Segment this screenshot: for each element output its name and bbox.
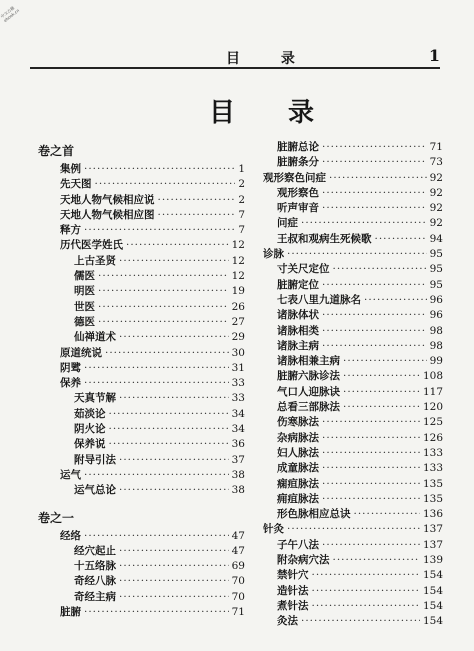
dot-leader bbox=[322, 461, 420, 476]
toc-entry-page: 135 bbox=[422, 477, 443, 490]
dot-leader bbox=[119, 483, 229, 498]
dot-leader bbox=[322, 492, 420, 507]
header-page-number: 1 bbox=[428, 46, 440, 65]
toc-entry-page: 27 bbox=[231, 315, 245, 328]
toc-entry-title: 气口人迎脉诀 bbox=[277, 385, 340, 398]
toc-entry-page: 92 bbox=[429, 217, 443, 230]
dot-leader bbox=[322, 339, 427, 354]
toc-entry[interactable] bbox=[263, 431, 443, 446]
dot-leader bbox=[343, 354, 427, 369]
toc-entry-title: 子午八法 bbox=[277, 538, 319, 551]
toc-entry-title: 脏腑六脉诊法 bbox=[277, 370, 340, 383]
toc-entry-page: 37 bbox=[231, 453, 245, 466]
dot-leader bbox=[364, 293, 427, 308]
toc-entry-title: 十五络脉 bbox=[74, 560, 116, 573]
dot-leader bbox=[119, 574, 229, 589]
toc-entry-page: 154 bbox=[422, 599, 443, 612]
toc-entry-title: 诊脉 bbox=[263, 248, 284, 261]
toc-entry-title: 痈疽脉法 bbox=[277, 492, 319, 505]
toc-entry-page: 34 bbox=[231, 407, 245, 420]
dot-leader bbox=[84, 162, 235, 177]
toc-entry-page: 133 bbox=[422, 462, 443, 475]
toc-entry[interactable] bbox=[60, 437, 245, 452]
toc-entry-title: 脏腑定位 bbox=[277, 278, 319, 291]
toc-entry-title: 奇经主病 bbox=[74, 590, 116, 603]
toc-entry[interactable] bbox=[263, 599, 443, 614]
toc-entry-page: 7 bbox=[238, 208, 245, 221]
toc-entry-page: 99 bbox=[429, 355, 443, 368]
toc-entry[interactable] bbox=[60, 223, 245, 238]
toc-entry[interactable] bbox=[263, 216, 443, 231]
toc-entry-page: 7 bbox=[238, 224, 245, 237]
toc-entry-page: 95 bbox=[429, 263, 443, 276]
dot-leader bbox=[287, 247, 427, 262]
toc-entry[interactable] bbox=[263, 522, 443, 537]
dot-leader bbox=[158, 193, 236, 208]
running-header bbox=[30, 44, 440, 66]
toc-entry[interactable] bbox=[60, 605, 245, 620]
toc-entry-title: 脏腑 bbox=[60, 606, 81, 619]
toc-entry[interactable] bbox=[60, 346, 245, 361]
toc-entry[interactable] bbox=[60, 483, 245, 498]
toc-entry[interactable] bbox=[263, 385, 443, 400]
toc-entry-title: 保养 bbox=[60, 377, 81, 390]
toc-entry-title: 问症 bbox=[277, 217, 298, 230]
toc-entry-title: 奇经八脉 bbox=[74, 575, 116, 588]
toc-entry-page: 69 bbox=[231, 560, 245, 573]
dot-leader bbox=[301, 614, 420, 629]
toc-entry[interactable] bbox=[60, 177, 245, 192]
toc-entry-title: 保养说 bbox=[74, 438, 106, 451]
dot-leader bbox=[343, 369, 420, 384]
toc-entry[interactable] bbox=[60, 559, 245, 574]
toc-entry-page: 70 bbox=[231, 590, 245, 603]
toc-entry-page: 120 bbox=[422, 401, 443, 414]
page-title: 目 录 bbox=[209, 98, 337, 128]
dot-leader bbox=[329, 171, 427, 186]
toc-entry-page: 154 bbox=[422, 569, 443, 582]
toc-entry-page: 47 bbox=[231, 529, 245, 542]
toc-entry[interactable] bbox=[60, 574, 245, 589]
toc-entry-page: 47 bbox=[231, 544, 245, 557]
dot-leader bbox=[84, 376, 229, 391]
toc-entry[interactable] bbox=[263, 400, 443, 415]
header-title: 目 录 bbox=[226, 51, 313, 67]
toc-entry-title: 运气总论 bbox=[74, 484, 116, 497]
dot-leader bbox=[84, 468, 229, 483]
toc-entry-page: 137 bbox=[422, 538, 443, 551]
dot-leader bbox=[109, 437, 229, 452]
toc-entry-title: 历代医学姓氏 bbox=[60, 239, 123, 252]
dot-leader bbox=[322, 155, 427, 170]
toc-entry-title: 茹淡论 bbox=[74, 407, 106, 420]
toc-entry-page: 92 bbox=[429, 202, 443, 215]
toc-entry-title: 造针法 bbox=[277, 584, 309, 597]
toc-entry-title: 阴骘 bbox=[60, 361, 81, 374]
toc-entry[interactable] bbox=[263, 461, 443, 476]
toc-entry[interactable] bbox=[263, 584, 443, 599]
dot-leader bbox=[119, 544, 229, 559]
section-heading: 卷之一 bbox=[38, 510, 75, 525]
toc-entry-title: 明医 bbox=[74, 285, 95, 298]
toc-entry-page: 108 bbox=[422, 370, 443, 383]
toc-entry[interactable] bbox=[263, 553, 443, 568]
toc-entry-page: 73 bbox=[429, 156, 443, 169]
toc-entry-title: 总看三部脉法 bbox=[277, 401, 340, 414]
toc-entry[interactable] bbox=[263, 278, 443, 293]
toc-entry-title: 痫疸脉法 bbox=[277, 477, 319, 490]
toc-entry-title: 原道统说 bbox=[60, 346, 102, 359]
toc-entry-title: 经络 bbox=[60, 529, 81, 542]
toc-entry-page: 33 bbox=[231, 377, 245, 390]
toc-entry-title: 寸关尺定位 bbox=[277, 263, 330, 276]
toc-entry-page: 96 bbox=[429, 293, 443, 306]
toc-entry-page: 117 bbox=[422, 385, 443, 398]
dot-leader bbox=[322, 446, 420, 461]
toc-entry-page: 98 bbox=[429, 339, 443, 352]
toc-entry-page: 2 bbox=[238, 193, 245, 206]
toc-entry-title: 禁针穴 bbox=[277, 569, 309, 582]
toc-entry-title: 阴火论 bbox=[74, 423, 106, 436]
dot-leader bbox=[322, 324, 427, 339]
dot-leader bbox=[333, 262, 427, 277]
toc-entry[interactable] bbox=[263, 614, 443, 629]
library-stamp: 中文古籍 ebook.cn bbox=[0, 5, 21, 23]
toc-entry[interactable] bbox=[263, 568, 443, 583]
toc-entry-title: 附杂病穴法 bbox=[277, 554, 330, 567]
dot-leader bbox=[105, 346, 229, 361]
dot-leader bbox=[312, 599, 420, 614]
toc-entry[interactable] bbox=[263, 354, 443, 369]
toc-entry[interactable] bbox=[263, 339, 443, 354]
toc-entry-title: 妇人脉法 bbox=[277, 446, 319, 459]
toc-entry-page: 95 bbox=[429, 248, 443, 261]
toc-entry-page: 71 bbox=[429, 141, 443, 153]
dot-leader bbox=[84, 605, 229, 620]
toc-entry[interactable] bbox=[263, 538, 443, 553]
dot-leader bbox=[322, 415, 420, 430]
toc-entry-page: 95 bbox=[429, 278, 443, 291]
toc-entry-title: 经穴起止 bbox=[74, 544, 116, 557]
toc-entry-page: 70 bbox=[231, 575, 245, 588]
dot-leader bbox=[119, 254, 229, 269]
toc-entry-title: 儒医 bbox=[74, 270, 95, 283]
toc-entry-title: 世医 bbox=[74, 300, 95, 313]
dot-leader bbox=[126, 238, 229, 253]
toc-entry[interactable] bbox=[60, 193, 245, 208]
toc-entry[interactable] bbox=[263, 232, 443, 247]
toc-entry[interactable] bbox=[263, 155, 443, 170]
toc-entry-title: 集例 bbox=[60, 163, 81, 175]
toc-entry-title: 诸脉主病 bbox=[277, 339, 319, 352]
toc-entry[interactable] bbox=[60, 361, 245, 376]
toc-entry-page: 29 bbox=[231, 331, 245, 344]
toc-entry-page: 135 bbox=[422, 492, 443, 505]
section-heading: 卷之首 bbox=[38, 144, 75, 158]
toc-entry-page: 38 bbox=[231, 468, 245, 481]
toc-entry-page: 154 bbox=[422, 584, 443, 597]
toc-entry-page: 126 bbox=[422, 431, 443, 444]
toc-entry[interactable] bbox=[263, 293, 443, 308]
toc-entry-page: 2 bbox=[238, 178, 245, 191]
toc-entry-title: 天地人物气候相应图 bbox=[60, 208, 155, 221]
toc-entry[interactable] bbox=[263, 415, 443, 430]
toc-entry-page: 154 bbox=[422, 615, 443, 628]
toc-entry-title: 王叔和观病生死候歌 bbox=[277, 232, 372, 245]
toc-entry-page: 12 bbox=[231, 239, 245, 252]
toc-entry-title: 释方 bbox=[60, 224, 81, 237]
dot-leader bbox=[301, 216, 427, 231]
toc-entry[interactable] bbox=[263, 446, 443, 461]
toc-entry-page: 136 bbox=[422, 508, 443, 521]
dot-leader bbox=[119, 559, 229, 574]
toc-entry[interactable] bbox=[60, 254, 245, 269]
dot-leader bbox=[322, 140, 427, 155]
toc-entry-page: 12 bbox=[231, 254, 245, 267]
dot-leader bbox=[322, 431, 420, 446]
dot-leader bbox=[287, 522, 420, 537]
dot-leader bbox=[322, 308, 427, 323]
toc-entry-page: 30 bbox=[231, 346, 245, 359]
toc-entry[interactable] bbox=[60, 376, 245, 391]
dot-leader bbox=[322, 538, 420, 553]
dot-leader bbox=[375, 232, 427, 247]
toc-entry-page: 137 bbox=[422, 523, 443, 536]
toc-entry[interactable] bbox=[263, 369, 443, 384]
dot-leader bbox=[109, 407, 229, 422]
dot-leader bbox=[322, 186, 427, 201]
toc-entry-title: 脏腑总论 bbox=[277, 141, 319, 153]
toc-entry-page: 31 bbox=[231, 361, 245, 374]
toc-entry[interactable] bbox=[60, 453, 245, 468]
toc-entry-title: 诸脉相类 bbox=[277, 324, 319, 337]
toc-entry[interactable] bbox=[263, 477, 443, 492]
toc-entry[interactable] bbox=[60, 468, 245, 483]
dot-leader bbox=[98, 269, 229, 284]
toc-entry-title: 脏腑条分 bbox=[277, 156, 319, 169]
toc-entry[interactable] bbox=[60, 238, 245, 253]
toc-entry[interactable] bbox=[60, 391, 245, 406]
toc-entry-page: 36 bbox=[231, 438, 245, 451]
toc-entry-title: 仙禅道术 bbox=[74, 331, 116, 344]
toc-entry[interactable] bbox=[60, 330, 245, 345]
toc-entry-title: 灸法 bbox=[277, 615, 298, 628]
dot-leader bbox=[119, 330, 229, 345]
dot-leader bbox=[84, 529, 229, 544]
toc-entry[interactable] bbox=[60, 284, 245, 299]
toc-entry[interactable] bbox=[60, 208, 245, 223]
toc-entry[interactable] bbox=[60, 544, 245, 559]
toc-entry[interactable] bbox=[263, 186, 443, 201]
dot-leader bbox=[158, 208, 236, 223]
dot-leader bbox=[322, 477, 420, 492]
toc-entry[interactable] bbox=[60, 407, 245, 422]
toc-entry[interactable] bbox=[263, 492, 443, 507]
toc-entry-page: 71 bbox=[231, 606, 245, 619]
toc-entry-title: 德医 bbox=[74, 315, 95, 328]
toc-entry-title: 听声审音 bbox=[277, 202, 319, 215]
toc-entry-title: 煮针法 bbox=[277, 599, 309, 612]
toc-entry-title: 针灸 bbox=[263, 523, 284, 536]
toc-entry-page: 133 bbox=[422, 446, 443, 459]
toc-entry-page: 92 bbox=[429, 171, 443, 184]
toc-right-column bbox=[263, 140, 443, 630]
header-rule bbox=[30, 67, 440, 69]
dot-leader bbox=[354, 507, 420, 522]
dot-leader bbox=[322, 278, 427, 293]
toc-entry[interactable] bbox=[263, 507, 443, 522]
toc-entry-page: 38 bbox=[231, 484, 245, 497]
toc-entry[interactable] bbox=[263, 247, 443, 262]
toc-entry-page: 1 bbox=[238, 163, 245, 175]
dot-leader bbox=[98, 300, 229, 315]
toc-entry[interactable] bbox=[60, 590, 245, 605]
toc-left-column bbox=[38, 140, 245, 620]
dot-leader bbox=[343, 400, 420, 415]
dot-leader bbox=[312, 584, 420, 599]
dot-leader bbox=[84, 223, 235, 238]
toc-entry-title: 天地人物气候相应说 bbox=[60, 193, 155, 206]
toc-entry-title: 诸脉体状 bbox=[277, 309, 319, 322]
dot-leader bbox=[119, 391, 229, 406]
toc-entry-title: 运气 bbox=[60, 468, 81, 481]
toc-entry[interactable] bbox=[263, 201, 443, 216]
dot-leader bbox=[322, 201, 427, 216]
toc-entry-title: 附导引法 bbox=[74, 453, 116, 466]
toc-entry[interactable] bbox=[263, 308, 443, 323]
toc-entry[interactable] bbox=[60, 315, 245, 330]
dot-leader bbox=[312, 568, 420, 583]
toc-entry[interactable] bbox=[263, 262, 443, 277]
toc-entry-page: 26 bbox=[231, 300, 245, 313]
toc-entry-page: 34 bbox=[231, 423, 245, 436]
toc-entry[interactable] bbox=[263, 171, 443, 186]
toc-entry-page: 19 bbox=[231, 285, 245, 298]
toc-entry-title: 形色脉相应总诀 bbox=[277, 508, 351, 521]
toc-entry-title: 成童脉法 bbox=[277, 462, 319, 475]
toc-entry-title: 观形察色问症 bbox=[263, 171, 326, 184]
toc-entry[interactable] bbox=[60, 300, 245, 315]
toc-entry[interactable] bbox=[60, 162, 245, 177]
toc-entry-page: 33 bbox=[231, 392, 245, 405]
toc-entry-page: 92 bbox=[429, 186, 443, 199]
toc-entry-title: 天真节解 bbox=[74, 392, 116, 405]
toc-entry-title: 七表八里九道脉名 bbox=[277, 293, 361, 306]
toc-entry-page: 139 bbox=[422, 554, 443, 567]
dot-leader bbox=[98, 315, 229, 330]
toc-entry[interactable] bbox=[60, 422, 245, 437]
toc-entry-title: 杂病脉法 bbox=[277, 431, 319, 444]
toc-entry-page: 125 bbox=[422, 416, 443, 429]
dot-leader bbox=[119, 590, 229, 605]
dot-leader bbox=[119, 453, 229, 468]
toc-entry-page: 98 bbox=[429, 324, 443, 337]
toc-entry-title: 诸脉相兼主病 bbox=[277, 355, 340, 368]
toc-entry-page: 96 bbox=[429, 309, 443, 322]
toc-entry-page: 12 bbox=[231, 270, 245, 283]
toc-entry-title: 上古圣贤 bbox=[74, 254, 116, 267]
toc-entry-page: 94 bbox=[429, 232, 443, 245]
dot-leader bbox=[98, 284, 229, 299]
toc-entry[interactable] bbox=[60, 529, 245, 544]
dot-leader bbox=[109, 422, 229, 437]
toc-entry-title: 观形察色 bbox=[277, 186, 319, 199]
dot-leader bbox=[343, 385, 420, 400]
toc-entry[interactable] bbox=[60, 269, 245, 284]
dot-leader bbox=[84, 361, 229, 376]
toc-entry-title: 伤寒脉法 bbox=[277, 416, 319, 429]
toc-entry-title: 先天图 bbox=[60, 178, 92, 191]
toc-entry[interactable] bbox=[263, 324, 443, 339]
toc-entry[interactable] bbox=[263, 140, 443, 155]
dot-leader bbox=[95, 177, 236, 192]
dot-leader bbox=[333, 553, 420, 568]
